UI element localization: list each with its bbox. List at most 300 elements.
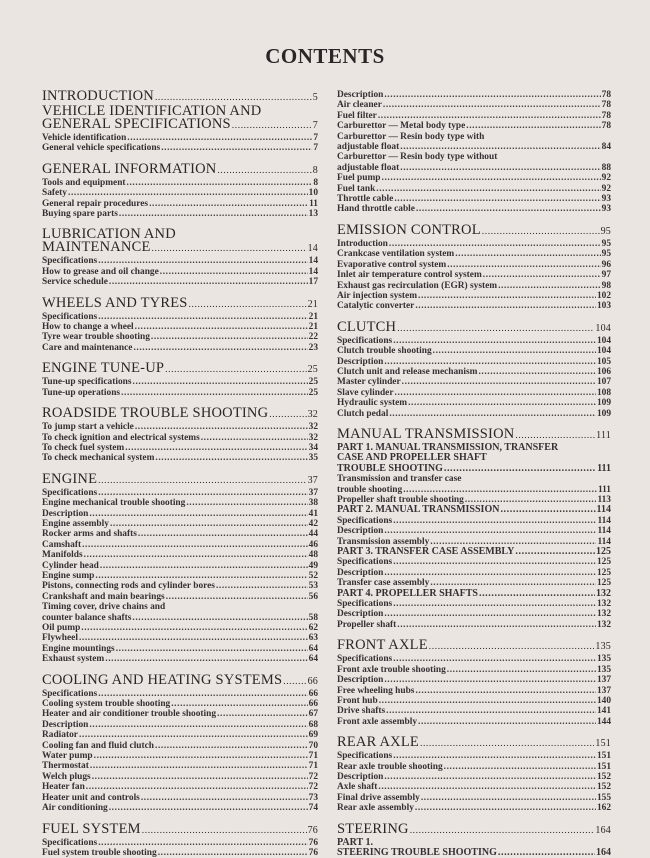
entry-title: TROUBLE SHOOTING xyxy=(337,462,443,474)
toc-entry xyxy=(42,838,318,848)
entry-row xyxy=(337,221,611,239)
toc-entry xyxy=(42,699,318,709)
toc-entry xyxy=(337,568,611,578)
entry-title: Transmission assembly xyxy=(337,536,430,547)
page-number: 98 xyxy=(601,280,611,291)
dot-leader xyxy=(125,443,307,453)
dot-leader xyxy=(138,529,308,539)
entry-row xyxy=(42,422,318,432)
toc-entry xyxy=(337,696,611,706)
entry-title: Description xyxy=(42,508,89,519)
section-heading xyxy=(337,820,611,838)
dot-leader xyxy=(155,453,307,463)
entry-row xyxy=(337,336,611,346)
entry-title: GENERAL INFORMATION xyxy=(42,160,217,177)
dot-leader xyxy=(100,561,308,571)
page-number: 93 xyxy=(601,204,611,215)
toc-entry xyxy=(337,526,611,536)
entry-row xyxy=(337,762,611,772)
page-number: 58 xyxy=(308,612,318,623)
entry-title: Clutch pedal xyxy=(337,408,389,419)
page-number: 10 xyxy=(308,188,318,199)
toc-entry xyxy=(337,474,611,495)
entry-row xyxy=(42,322,318,332)
entry-row xyxy=(42,343,318,353)
entry-title: Front axle assembly xyxy=(337,716,418,727)
entry-row xyxy=(337,820,611,838)
entry-title: Clutch unit and release mechanism xyxy=(337,366,478,377)
toc-entry xyxy=(337,194,611,204)
page-number: 109 xyxy=(596,398,611,409)
entry-row xyxy=(337,204,611,214)
dot-leader xyxy=(283,676,306,689)
entry-title: Vehicle identification xyxy=(42,133,127,143)
dot-leader xyxy=(418,291,596,301)
dot-leader xyxy=(397,620,596,630)
dot-leader xyxy=(394,194,600,204)
entry-row xyxy=(42,613,318,623)
section-heading xyxy=(42,294,318,312)
page-number: 88 xyxy=(601,162,611,173)
page-number: 78 xyxy=(601,121,611,132)
entry-title: Hydraulic system xyxy=(337,398,408,409)
dot-leader xyxy=(402,377,596,387)
entry-title: Air cleaner xyxy=(337,100,382,111)
dot-leader xyxy=(389,239,601,249)
dot-leader xyxy=(478,367,595,377)
toc-entry xyxy=(337,270,611,280)
entry-title: Heater unit and controls xyxy=(42,792,140,803)
entry-row xyxy=(337,90,611,100)
dot-leader xyxy=(498,281,601,291)
entry-row xyxy=(337,377,611,387)
entry-title: REAR AXLE xyxy=(337,734,419,751)
toc-entry xyxy=(337,557,611,567)
toc-entry xyxy=(337,249,611,259)
toc-entry xyxy=(337,121,611,131)
section-heading xyxy=(42,362,318,377)
entry-title: To jump start a vehicle xyxy=(42,422,134,433)
entry-title: MANUAL TRANSMISSION xyxy=(337,425,515,442)
toc-entry xyxy=(42,529,318,539)
dot-leader xyxy=(400,142,600,152)
page-number: 111 xyxy=(596,429,611,441)
entry-row xyxy=(337,717,611,727)
entry-row xyxy=(42,519,318,529)
page-number: 23 xyxy=(308,342,318,353)
toc-entry xyxy=(337,751,611,761)
toc-entry xyxy=(337,204,611,214)
entry-row xyxy=(337,654,611,664)
entry-title: COOLING AND HEATING SYSTEMS xyxy=(42,671,283,688)
page-number: 95 xyxy=(600,225,611,237)
page-number: 72 xyxy=(308,771,318,782)
entry-title: PART 2. MANUAL TRANSMISSION xyxy=(337,504,500,516)
dot-leader xyxy=(133,377,308,387)
entry-title: Transfer case assembly xyxy=(337,578,430,589)
dot-leader xyxy=(384,772,596,782)
entry-title: How to change a wheel xyxy=(42,322,134,333)
dot-leader xyxy=(135,422,308,432)
dot-leader xyxy=(393,516,596,526)
dot-leader xyxy=(105,654,307,664)
toc-entry xyxy=(337,803,611,813)
entry-row xyxy=(337,301,611,311)
entry-row xyxy=(42,838,318,848)
page-number: 111 xyxy=(597,462,611,474)
entry-title: Engine sump xyxy=(42,570,95,581)
toc-entry xyxy=(337,173,611,183)
toc-entry xyxy=(337,132,611,153)
section-heading xyxy=(337,318,611,336)
entry-row xyxy=(337,639,611,654)
entry-title: Free wheeling hubs xyxy=(337,685,415,696)
entry-row xyxy=(337,194,611,204)
dot-leader xyxy=(165,364,306,377)
entry-title: Exhaust gas recirculation (EGR) system xyxy=(337,280,498,291)
dot-leader xyxy=(98,312,307,322)
toc-entry xyxy=(42,581,318,591)
page-number: 71 xyxy=(308,761,318,772)
entry-row xyxy=(42,160,318,178)
entry-title: STEERING xyxy=(337,820,409,837)
dot-leader xyxy=(98,689,307,699)
toc-entry xyxy=(337,717,611,727)
entry-row xyxy=(42,644,318,654)
entry-title: Engine mechanical trouble shooting xyxy=(42,498,186,509)
toc-entry xyxy=(42,433,318,443)
dot-leader xyxy=(141,793,308,803)
toc-entry xyxy=(42,388,318,398)
entry-title: Specifications xyxy=(42,311,98,322)
entry-row xyxy=(337,409,611,419)
toc-entry xyxy=(337,516,611,526)
page-number: 64 xyxy=(308,654,318,665)
dot-leader xyxy=(433,346,596,356)
page-number: 7 xyxy=(313,143,318,154)
section-heading xyxy=(42,228,318,256)
dot-leader xyxy=(201,433,308,443)
entry-title: Specifications xyxy=(42,487,98,498)
section-heading xyxy=(337,736,611,751)
toc-entry xyxy=(42,730,318,740)
dot-leader xyxy=(132,613,307,623)
dot-leader xyxy=(149,199,308,209)
part-heading xyxy=(337,838,611,858)
page-number: 106 xyxy=(596,366,611,377)
entry-row xyxy=(337,281,611,291)
entry-title: Rocker arms and shafts xyxy=(42,529,137,540)
toc-entry xyxy=(337,152,611,173)
entry-row xyxy=(42,540,318,550)
toc-entry xyxy=(42,498,318,508)
section-heading xyxy=(42,470,318,488)
toc-entry xyxy=(42,377,318,387)
entry-title: Rear axle assembly xyxy=(337,803,414,814)
dot-leader xyxy=(386,706,596,716)
page-number: 84 xyxy=(601,142,611,153)
page-number: 92 xyxy=(601,183,611,194)
entry-row xyxy=(42,188,318,198)
dot-leader xyxy=(89,720,307,730)
entry-row xyxy=(42,761,318,771)
page-number: 162 xyxy=(596,803,611,814)
entry-title: Buying spare parts xyxy=(42,209,118,220)
toc-entry xyxy=(42,188,318,198)
page-number: 69 xyxy=(308,730,318,741)
page-number: 48 xyxy=(308,550,318,561)
entry-title: To check mechanical system xyxy=(42,453,155,464)
part-heading xyxy=(337,505,611,515)
entry-title: counter balance shafts xyxy=(42,612,132,623)
toc-entry xyxy=(337,654,611,664)
dot-leader xyxy=(186,498,307,508)
entry-title: Oil pump xyxy=(42,623,81,633)
toc-entry xyxy=(337,620,611,630)
dot-leader xyxy=(119,209,308,219)
entry-row xyxy=(42,433,318,443)
page-number: 32 xyxy=(308,432,318,443)
entry-row xyxy=(337,516,611,526)
toc-entry xyxy=(337,346,611,356)
entry-title: Tune-up operations xyxy=(42,387,121,398)
dot-leader xyxy=(384,90,600,100)
entry-row xyxy=(337,260,611,270)
toc-entry xyxy=(337,782,611,792)
toc-entry xyxy=(42,592,318,602)
page-number: 151 xyxy=(595,738,611,750)
page-number: 103 xyxy=(596,301,611,312)
page-number: 53 xyxy=(308,581,318,592)
entry-title: Camshaft xyxy=(42,539,82,550)
entry-row xyxy=(337,848,611,858)
entry-row xyxy=(42,848,318,858)
toc-entry xyxy=(42,644,318,654)
toc-entry xyxy=(42,322,318,332)
entry-title: STEERING TROUBLE SHOOTING xyxy=(337,846,497,858)
dot-leader xyxy=(382,173,601,183)
dot-leader xyxy=(98,256,307,266)
entry-row xyxy=(337,173,611,183)
section-heading xyxy=(42,407,318,422)
toc-entry xyxy=(42,332,318,342)
entry-row xyxy=(42,267,318,277)
page-number: 21 xyxy=(308,322,318,333)
dot-leader xyxy=(384,675,596,685)
entry-title: Propeller shaft trouble shooting xyxy=(337,495,464,505)
entry-row xyxy=(337,751,611,761)
entry-row xyxy=(337,599,611,609)
toc-entry xyxy=(337,793,611,803)
toc-entry xyxy=(42,689,318,699)
entry-title: Final drive assembly xyxy=(337,792,420,803)
toc-entry xyxy=(42,422,318,432)
toc-entry xyxy=(42,550,318,560)
toc-entry xyxy=(337,388,611,398)
entry-row xyxy=(42,820,318,838)
entry-title-line: Carburettor — Resin body type with xyxy=(337,131,485,142)
page-number: 104 xyxy=(596,335,611,346)
entry-title: Master cylinder xyxy=(337,377,401,388)
page-number: 132 xyxy=(596,609,611,620)
entry-row xyxy=(42,118,318,133)
entry-row xyxy=(42,623,318,633)
toc-entry xyxy=(337,686,611,696)
entry-title: Cylinder head xyxy=(42,560,99,571)
entry-title: Cooling system trouble shooting xyxy=(42,699,171,710)
contents-column-right xyxy=(337,90,611,858)
entry-row xyxy=(337,163,611,173)
entry-row xyxy=(42,277,318,287)
page-number: 76 xyxy=(308,837,318,848)
dot-leader xyxy=(155,741,308,751)
page-number: 8 xyxy=(313,177,318,188)
page-number: 22 xyxy=(308,332,318,343)
entry-row xyxy=(42,709,318,719)
dot-leader xyxy=(232,120,312,133)
dot-leader xyxy=(98,488,307,498)
entry-title: Drive shafts xyxy=(337,706,386,717)
entry-title: Rear axle trouble shooting xyxy=(337,761,443,772)
dot-leader xyxy=(384,526,596,536)
page-number: 111 xyxy=(597,484,611,495)
entry-title: WHEELS AND TYRES xyxy=(42,294,188,311)
dot-leader xyxy=(171,699,307,709)
entry-row xyxy=(337,121,611,131)
entry-row xyxy=(42,782,318,792)
toc-entry xyxy=(337,184,611,194)
section-heading xyxy=(337,639,611,654)
dot-leader xyxy=(378,111,601,121)
entry-row xyxy=(42,199,318,209)
page-number: 93 xyxy=(601,194,611,205)
entry-title: Radiator xyxy=(42,730,78,741)
entry-title: FRONT AXLE xyxy=(337,637,428,654)
page-number: 5 xyxy=(312,92,318,103)
dot-leader xyxy=(415,803,596,813)
toc-entry xyxy=(337,772,611,782)
entry-row xyxy=(337,239,611,249)
entry-title: Manifolds xyxy=(42,550,83,561)
page-number: 72 xyxy=(308,782,318,793)
entry-title: Fuel pump xyxy=(337,173,381,184)
entry-title: ENGINE xyxy=(42,470,98,487)
entry-row xyxy=(42,730,318,740)
section-heading xyxy=(42,105,318,133)
dot-leader xyxy=(79,730,308,740)
page-number: 70 xyxy=(308,740,318,751)
entry-title: Description xyxy=(337,609,384,620)
dot-leader xyxy=(160,267,308,277)
dot-leader xyxy=(161,143,312,153)
entry-row xyxy=(337,736,611,751)
page-number: 17 xyxy=(308,277,318,288)
page-number: 14 xyxy=(307,243,318,255)
part-heading xyxy=(337,589,611,599)
dot-leader xyxy=(418,717,596,727)
page-number: 14 xyxy=(308,256,318,267)
entry-title: Fuel system trouble shooting xyxy=(42,847,157,858)
entry-row xyxy=(337,620,611,630)
part-heading xyxy=(337,547,611,557)
page-number: 63 xyxy=(308,633,318,644)
toc-entry xyxy=(42,343,318,353)
dot-leader xyxy=(466,121,600,131)
toc-entry xyxy=(42,312,318,322)
entry-title: Cooling fan and fluid clutch xyxy=(42,740,155,751)
toc-entry xyxy=(42,143,318,153)
entry-title: To check ignition and electrical systems xyxy=(42,432,200,443)
toc-entry xyxy=(337,599,611,609)
toc-entry xyxy=(337,239,611,249)
toc-entry xyxy=(42,751,318,761)
entry-title: Specifications xyxy=(42,256,98,267)
page-number: 164 xyxy=(595,824,611,836)
entry-title: Safety xyxy=(42,188,67,199)
page-number: 76 xyxy=(308,847,318,858)
dot-leader xyxy=(142,825,307,838)
dot-leader xyxy=(403,485,597,495)
page-number: 114 xyxy=(596,504,611,516)
toc-entry xyxy=(42,443,318,453)
page-number: 137 xyxy=(596,675,611,686)
toc-entry xyxy=(42,761,318,771)
dot-leader xyxy=(121,388,308,398)
page-number: 132 xyxy=(596,619,611,630)
page-number: 71 xyxy=(308,751,318,762)
entry-row xyxy=(42,388,318,398)
dot-leader xyxy=(384,357,596,367)
toc-entry xyxy=(337,281,611,291)
toc-entry xyxy=(42,267,318,277)
toc-entry xyxy=(42,623,318,633)
page-number: 155 xyxy=(596,792,611,803)
entry-title: PART 4. PROPELLER SHAFTS xyxy=(337,587,478,599)
entry-title: Heater fan xyxy=(42,782,85,793)
page-number: 152 xyxy=(596,771,611,782)
entry-row xyxy=(337,772,611,782)
entry-row xyxy=(337,367,611,377)
entry-title: General repair procedures xyxy=(42,198,149,209)
page-number: 56 xyxy=(308,591,318,602)
dot-leader xyxy=(410,825,595,838)
page-number: 125 xyxy=(596,578,611,589)
section-heading xyxy=(42,671,318,689)
entry-title: Pistons, connecting rods and cylinder bores xyxy=(42,581,215,592)
page-number: 135 xyxy=(596,664,611,675)
dot-leader xyxy=(376,184,600,194)
toc-entry xyxy=(337,706,611,716)
dot-leader xyxy=(109,803,308,813)
toc-entry xyxy=(337,377,611,387)
entry-title: Throttle cable xyxy=(337,194,394,205)
entry-title: Care and maintenance xyxy=(42,342,133,353)
entry-row xyxy=(42,209,318,219)
page-number: 68 xyxy=(308,719,318,730)
dot-leader xyxy=(415,301,596,311)
entry-title: Water pump xyxy=(42,751,93,762)
entry-row xyxy=(337,696,611,706)
entry-title: Welch plugs xyxy=(42,771,91,782)
dot-leader xyxy=(151,332,308,342)
toc-entry xyxy=(337,336,611,346)
dot-leader xyxy=(378,782,596,792)
dot-leader xyxy=(383,100,601,110)
dot-leader xyxy=(447,260,600,270)
dot-leader xyxy=(515,547,595,557)
page-number: 105 xyxy=(596,356,611,367)
entry-row xyxy=(337,557,611,567)
